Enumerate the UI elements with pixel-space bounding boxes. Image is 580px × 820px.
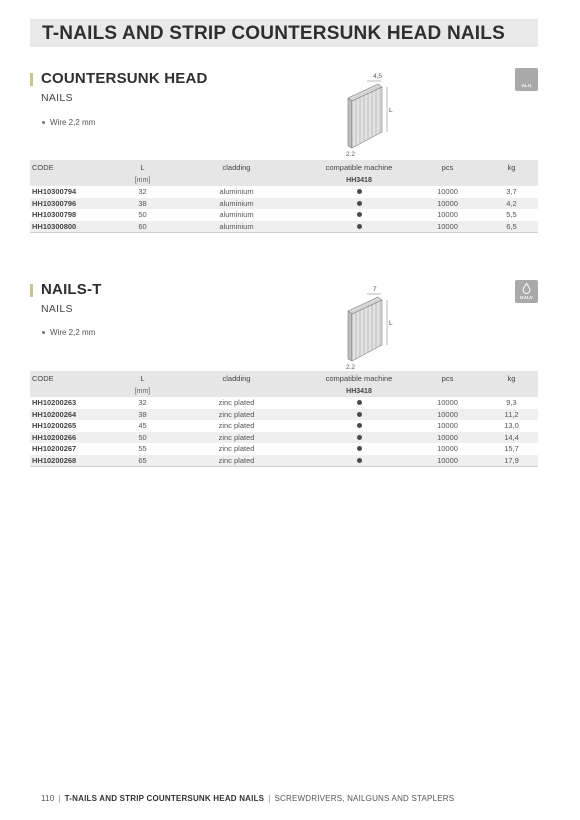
section-subheading: NAILS bbox=[41, 92, 73, 104]
col-header-kg: kg bbox=[485, 160, 538, 175]
compatible-dot-icon bbox=[357, 435, 362, 440]
spec-table bbox=[30, 371, 538, 467]
cell-kg: 11,2 bbox=[485, 409, 538, 421]
footer-separator: | bbox=[58, 794, 61, 803]
table-row bbox=[30, 420, 538, 432]
table-row bbox=[30, 186, 538, 198]
cell-pcs: 10000 bbox=[410, 198, 485, 210]
cell-code: HH10200266 bbox=[30, 432, 120, 444]
table-header-row bbox=[30, 371, 538, 386]
col-header-code: CODE bbox=[30, 371, 120, 386]
cell-kg: 4,2 bbox=[485, 198, 538, 210]
badge-label: GALV bbox=[520, 295, 533, 300]
drawing-length-label: L bbox=[389, 107, 393, 114]
col-header-length: L bbox=[120, 371, 165, 386]
galv-badge bbox=[515, 280, 538, 303]
cell-code: HH10200263 bbox=[32, 398, 77, 408]
nail-strip-drawing bbox=[340, 70, 400, 156]
cell-kg: 13,0 bbox=[504, 421, 519, 431]
wire-spec-text: Wire 2,2 mm bbox=[50, 328, 96, 337]
drawing-bottom-dimension: 2,2 bbox=[346, 151, 356, 156]
cell-pcs: 10000 bbox=[437, 187, 458, 197]
cell-length: 55 bbox=[138, 444, 147, 454]
table-row bbox=[30, 443, 538, 455]
cell-length: 38 bbox=[120, 409, 165, 421]
cell-cladding: zinc plated bbox=[165, 455, 308, 467]
cell-length: 65 bbox=[120, 455, 165, 467]
cell-code: HH10200264 bbox=[30, 409, 120, 421]
footer-separator: | bbox=[268, 794, 271, 803]
table-row bbox=[30, 432, 538, 444]
col-header-pcs: pcs bbox=[410, 371, 485, 386]
cell-machine bbox=[308, 221, 410, 233]
section-accent-bar bbox=[30, 284, 33, 297]
compatible-dot-icon bbox=[357, 412, 362, 417]
section-accent-bar bbox=[30, 73, 33, 86]
cell-kg: 9,3 bbox=[506, 398, 517, 408]
col-header-machine: compatible machine bbox=[308, 371, 410, 386]
cell-code: HH10300796 bbox=[30, 198, 120, 210]
drawing-top-dimension: 7 bbox=[373, 286, 377, 293]
cell-machine bbox=[308, 455, 410, 467]
compatible-dot-icon bbox=[357, 224, 362, 229]
col-header-pcs: pcs bbox=[410, 160, 485, 175]
machine-model: HH3418 bbox=[308, 175, 410, 186]
cell-cladding: aluminium bbox=[219, 187, 254, 197]
cell-code: HH10200265 bbox=[32, 421, 77, 431]
cell-cladding: zinc plated bbox=[218, 421, 255, 431]
compatible-dot-icon bbox=[357, 201, 362, 206]
cell-kg: 6,5 bbox=[485, 221, 538, 233]
section-countersunk-head bbox=[30, 66, 538, 241]
cell-length: 60 bbox=[120, 221, 165, 233]
machine-model: HH3418 bbox=[308, 386, 410, 397]
compatible-dot-icon bbox=[357, 212, 362, 217]
cell-length: 32 bbox=[138, 187, 147, 197]
cell-pcs: 10000 bbox=[437, 444, 458, 454]
cell-pcs: 10000 bbox=[437, 210, 458, 220]
unit-length: [mm] bbox=[120, 386, 165, 397]
cell-code: HH10300798 bbox=[32, 210, 77, 220]
drawing-top-dimension: 4,5 bbox=[373, 73, 383, 80]
table-row bbox=[30, 221, 538, 233]
water-drop-icon bbox=[522, 283, 531, 294]
page-footer bbox=[41, 794, 454, 803]
col-header-kg: kg bbox=[485, 371, 538, 386]
table-row bbox=[30, 198, 538, 210]
col-header-length: L bbox=[120, 160, 165, 175]
cell-length: 38 bbox=[120, 198, 165, 210]
cell-cladding: zinc plated bbox=[218, 398, 255, 408]
compatible-dot-icon bbox=[357, 400, 362, 405]
cell-pcs: 10000 bbox=[410, 455, 485, 467]
cell-length: 32 bbox=[138, 398, 147, 408]
cell-cladding: zinc plated bbox=[165, 409, 308, 421]
cell-code: HH10200268 bbox=[30, 455, 120, 467]
wire-spec-text: Wire 2,2 mm bbox=[50, 118, 96, 127]
cell-cladding: zinc plated bbox=[218, 444, 255, 454]
cell-cladding: aluminium bbox=[165, 198, 308, 210]
cell-length: 50 bbox=[138, 210, 147, 220]
table-row bbox=[30, 409, 538, 421]
wire-spec bbox=[42, 328, 95, 337]
unit-length: [mm] bbox=[120, 175, 165, 186]
compatible-dot-icon bbox=[357, 458, 362, 463]
table-unit-row bbox=[30, 175, 538, 186]
cell-cladding: aluminium bbox=[165, 221, 308, 233]
cell-code: HH10300800 bbox=[30, 221, 120, 233]
table-row bbox=[30, 455, 538, 467]
cell-machine bbox=[308, 397, 410, 409]
cell-kg: 15,7 bbox=[504, 444, 519, 454]
spec-table bbox=[30, 160, 538, 233]
table-header-row bbox=[30, 160, 538, 175]
drawing-length-label: L bbox=[389, 320, 393, 327]
cell-code: HH10200267 bbox=[32, 444, 77, 454]
cell-pcs: 10000 bbox=[437, 421, 458, 431]
footer-chapter: T-NAILS AND STRIP COUNTERSUNK HEAD NAILS bbox=[64, 794, 265, 803]
wire-spec bbox=[42, 118, 95, 127]
cell-pcs: 10000 bbox=[437, 398, 458, 408]
cell-pcs: 10000 bbox=[410, 221, 485, 233]
cell-cladding: aluminium bbox=[219, 210, 254, 220]
section-heading: NAILS-T bbox=[41, 281, 102, 298]
footer-catalog: SCREWDRIVERS, NAILGUNS AND STAPLERS bbox=[274, 794, 455, 803]
table-unit-row bbox=[30, 386, 538, 397]
cell-kg: 14,4 bbox=[485, 432, 538, 444]
cell-machine bbox=[308, 409, 410, 421]
cell-length: 50 bbox=[120, 432, 165, 444]
bullet-icon bbox=[42, 331, 45, 334]
cell-machine bbox=[308, 186, 410, 198]
table-row bbox=[30, 397, 538, 409]
cell-machine bbox=[308, 209, 410, 221]
cell-machine bbox=[308, 420, 410, 432]
col-header-cladding: cladding bbox=[165, 371, 308, 386]
cell-kg: 3,7 bbox=[506, 187, 517, 197]
cell-machine bbox=[308, 432, 410, 444]
page-title-band bbox=[30, 19, 538, 47]
section-nails-t bbox=[30, 277, 538, 477]
cell-length: 45 bbox=[138, 421, 147, 431]
page-number: 110 bbox=[41, 794, 55, 803]
bullet-icon bbox=[42, 121, 45, 124]
col-header-machine: compatible machine bbox=[308, 160, 410, 175]
cell-code: HH10300794 bbox=[32, 187, 77, 197]
compatible-dot-icon bbox=[357, 446, 362, 451]
compatible-dot-icon bbox=[357, 423, 362, 428]
alu-badge bbox=[515, 68, 538, 91]
cell-kg: 17,9 bbox=[485, 455, 538, 467]
cell-machine bbox=[308, 443, 410, 455]
badge-label: ALU bbox=[521, 83, 532, 88]
cell-cladding: zinc plated bbox=[165, 432, 308, 444]
cell-machine bbox=[308, 198, 410, 210]
compatible-dot-icon bbox=[357, 189, 362, 194]
section-heading: COUNTERSUNK HEAD bbox=[41, 70, 208, 87]
col-header-cladding: cladding bbox=[165, 160, 308, 175]
table-row bbox=[30, 209, 538, 221]
cell-pcs: 10000 bbox=[410, 409, 485, 421]
nail-strip-drawing bbox=[340, 283, 400, 369]
page-title: T-NAILS AND STRIP COUNTERSUNK HEAD NAILS bbox=[42, 23, 505, 44]
cell-pcs: 10000 bbox=[410, 432, 485, 444]
col-header-code: CODE bbox=[30, 160, 120, 175]
section-subheading: NAILS bbox=[41, 303, 73, 315]
cell-kg: 5,5 bbox=[506, 210, 517, 220]
drawing-bottom-dimension: 2,2 bbox=[346, 364, 356, 369]
